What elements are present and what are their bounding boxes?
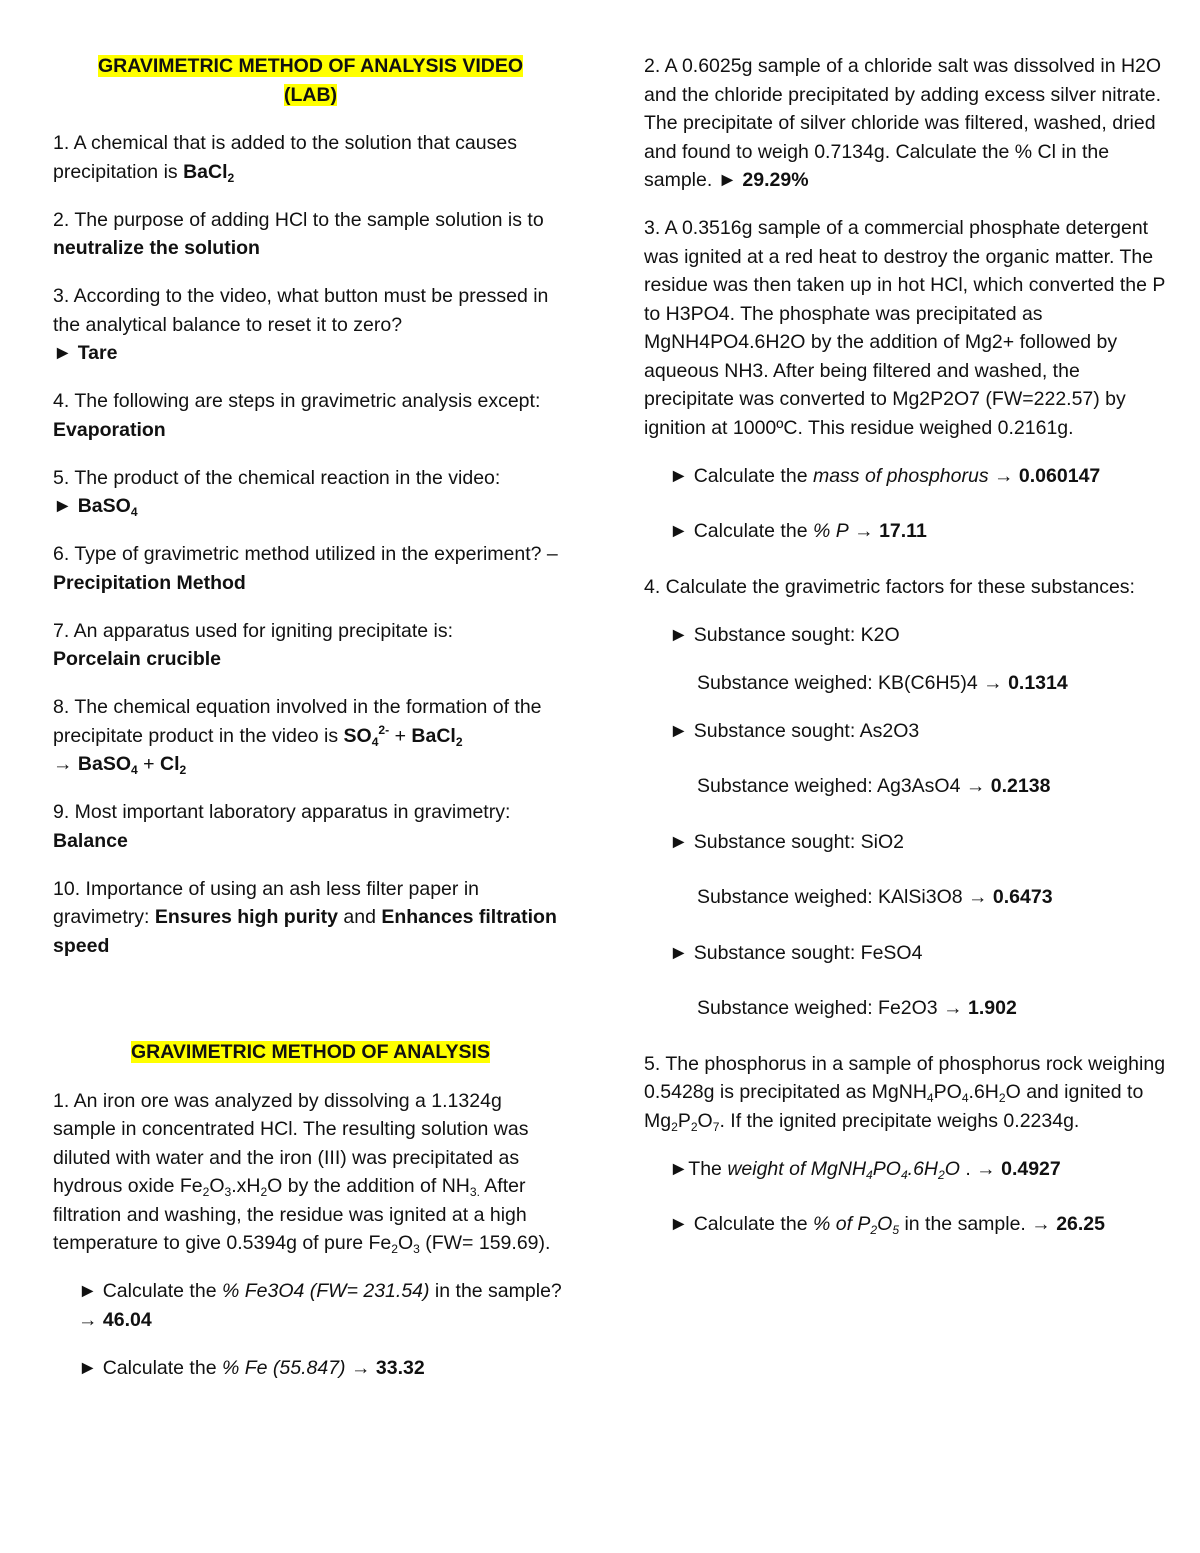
gf-weighed-3: Substance weighed: KAlSi3O8 → 0.6473 bbox=[697, 886, 1053, 908]
gf-weighed-2: Substance weighed: Ag3AsO4 → 0.2138 bbox=[697, 775, 1051, 797]
heading-line-1: GRAVIMETRIC METHOD OF ANALYSIS VIDEO bbox=[97, 55, 524, 77]
gf-answer-1: 0.1314 bbox=[1008, 671, 1068, 694]
answer-6: Precipitation Method bbox=[53, 571, 246, 594]
answer-5: ► BaSO$_4$ bbox=[53, 495, 138, 520]
answer-2: neutralize the solution bbox=[53, 237, 260, 259]
problem-5-calc-weight: ►The weight of $MgNH_4PO_4.6H_2O$ . → 0.4927 bbox=[669, 1157, 1061, 1182]
analysis-heading: GRAVIMETRIC METHOD OF ANALYSIS bbox=[131, 1041, 490, 1063]
answer-4: Evaporation bbox=[53, 418, 166, 441]
gf-sought-4: ► Substance sought: FeSO4 bbox=[669, 941, 923, 964]
answer-3: ► Tare bbox=[53, 342, 118, 364]
equation-bacl2: BaCl$_2$ bbox=[411, 724, 463, 749]
question-7: 7. An apparatus used for igniting precipitate is: Porcelain crucible bbox=[53, 619, 453, 670]
problem-3-calc-mass-p: ► Calculate the mass of phosphorus → 0.060147 bbox=[669, 464, 1101, 487]
problem-4: 4. Calculate the gravimetric factors for these substances: bbox=[644, 575, 1135, 598]
question-3: 3. According to the video, what button must be pressed in the analytical balance to reset it to zero? ► Tare bbox=[53, 285, 549, 364]
right-column bbox=[644, 52, 1169, 1258]
video-lab-heading bbox=[53, 52, 568, 109]
problem-5-calc-percent-p2o5: ► Calculate the % of $P_2O_5$ in the sample. → 26.25 bbox=[669, 1213, 1105, 1238]
answer-1: BaCl$_2$ bbox=[183, 160, 235, 185]
answer-percent-p: 17.11 bbox=[879, 520, 927, 542]
answer-weight-mgnh4po4: 0.4927 bbox=[1001, 1157, 1061, 1180]
answer-9: Balance bbox=[53, 829, 128, 852]
question-9: 9. Most important laboratory apparatus in gravimetry: Balance bbox=[53, 801, 511, 852]
answer-fe: 33.32 bbox=[375, 1356, 425, 1379]
problem-5: 5. The phosphorus in a sample of phosphorus rock weighing 0.5428g is precipitated as $MgNH_4PO_4.6H_2O$ and ignited to $Mg_2P_2O_7$. If the ignited precipitate weighs 0.2234g. bbox=[644, 1052, 1166, 1134]
question-5: 5. The product of the chemical reaction in the video: ► BaSO$_4$ bbox=[53, 466, 501, 520]
answer-7: Porcelain crucible bbox=[53, 648, 221, 670]
problem-3-calc-percent-p: ► Calculate the % P → 17.11 bbox=[669, 520, 927, 542]
answer-mass-p: 0.060147 bbox=[1018, 464, 1101, 487]
question-8: 8. The chemical equation involved in the formation of the precipitate product in the video is $SO_4^{2-}$ + BaCl$_2$ → BaSO$_4$ + $Cl_2$ bbox=[53, 696, 542, 778]
answer-10b: Enhances filtration speed bbox=[53, 906, 557, 957]
gf-weighed-1: Substance weighed: KB(C6H5)4 → 0.1314 bbox=[697, 671, 1068, 694]
equation-cl2: $Cl_2$ bbox=[159, 753, 187, 778]
answer-fe3o4: 46.04 bbox=[102, 1308, 152, 1331]
equation-baso4: BaSO$_4$ bbox=[77, 753, 138, 778]
equation-so4: $SO_4^{2-}$ bbox=[343, 723, 390, 749]
gf-answer-2: 0.2138 bbox=[990, 775, 1051, 797]
problem-1: 1. An iron ore was analyzed by dissolving a 1.1324g sample in concentrated HCl. The resulting solution was diluted with water and the iron (III) was precipitated as hydrous oxide $Fe_2O_3.xH_2O$ by the addition of $NH_{3.}$ After filtration and washing, the residue was ignited at a high temperature to give 0.5394g of pure $Fe_2O_3$ (FW= 159.69). bbox=[53, 1089, 551, 1257]
heading-line-2: (LAB) bbox=[283, 83, 338, 106]
gf-sought-3: ► Substance sought: SiO2 bbox=[669, 830, 905, 853]
question-1: 1. A chemical that is added to the solution that causes precipitation is BaCl$_2$ bbox=[53, 132, 517, 185]
gf-sought-2: ► Substance sought: As2O3 bbox=[669, 719, 920, 742]
answer-10a: Ensures high purity bbox=[154, 906, 338, 928]
problem-1-calc-fe3o4: ► Calculate the % Fe3O4 (FW= 231.54) in the sample? → 46.04 bbox=[78, 1280, 562, 1331]
answer-percent-p2o5: 26.25 bbox=[1056, 1213, 1105, 1235]
problem-3: 3. A 0.3516g sample of a commercial phosphate detergent was ignited at a red heat to destroy the organic matter. The residue was then taken up in hot HCl, which converted the P to H3PO4. The phosphate was precipitated as MgNH4PO4.6H2O by the addition of Mg2+ followed by aqueous NH3. After being filtered and washed, the precipitate was converted to Mg2P2O7 (FW=222.57) by ignition at 1000ºC. This residue weighed 0.2161g. bbox=[644, 217, 1166, 439]
question-6: 6. Type of gravimetric method utilized in the experiment? – Precipitation Method bbox=[53, 543, 558, 594]
left-column bbox=[53, 52, 568, 1402]
gf-answer-4: 1.902 bbox=[968, 997, 1017, 1019]
answer-percent-cl: ► 29.29% bbox=[717, 169, 809, 191]
problem-2: 2. A 0.6025g sample of a chloride salt was dissolved in H2O and the chloride precipitated by adding excess silver nitrate. The precipitate of silver chloride was filtered, washed, dried and found to weigh 0.7134g. Calculate the % Cl in the sample. ► 29.29% bbox=[644, 55, 1162, 191]
gf-answer-3: 0.6473 bbox=[992, 886, 1053, 908]
question-2: 2. The purpose of adding HCl to the sample solution is to neutralize the solution bbox=[53, 208, 544, 259]
gf-weighed-4: Substance weighed: Fe2O3 → 1.902 bbox=[697, 997, 1017, 1019]
question-4: 4. The following are steps in gravimetric analysis except: Evaporation bbox=[53, 390, 541, 441]
gf-sought-1: ► Substance sought: K2O bbox=[669, 623, 900, 646]
question-10: 10. Importance of using an ash less filter paper in gravimetry: Ensures high purity and Enhances filtration speed bbox=[53, 877, 557, 957]
problem-1-calc-fe: ► Calculate the % Fe (55.847) → 33.32 bbox=[78, 1356, 425, 1379]
